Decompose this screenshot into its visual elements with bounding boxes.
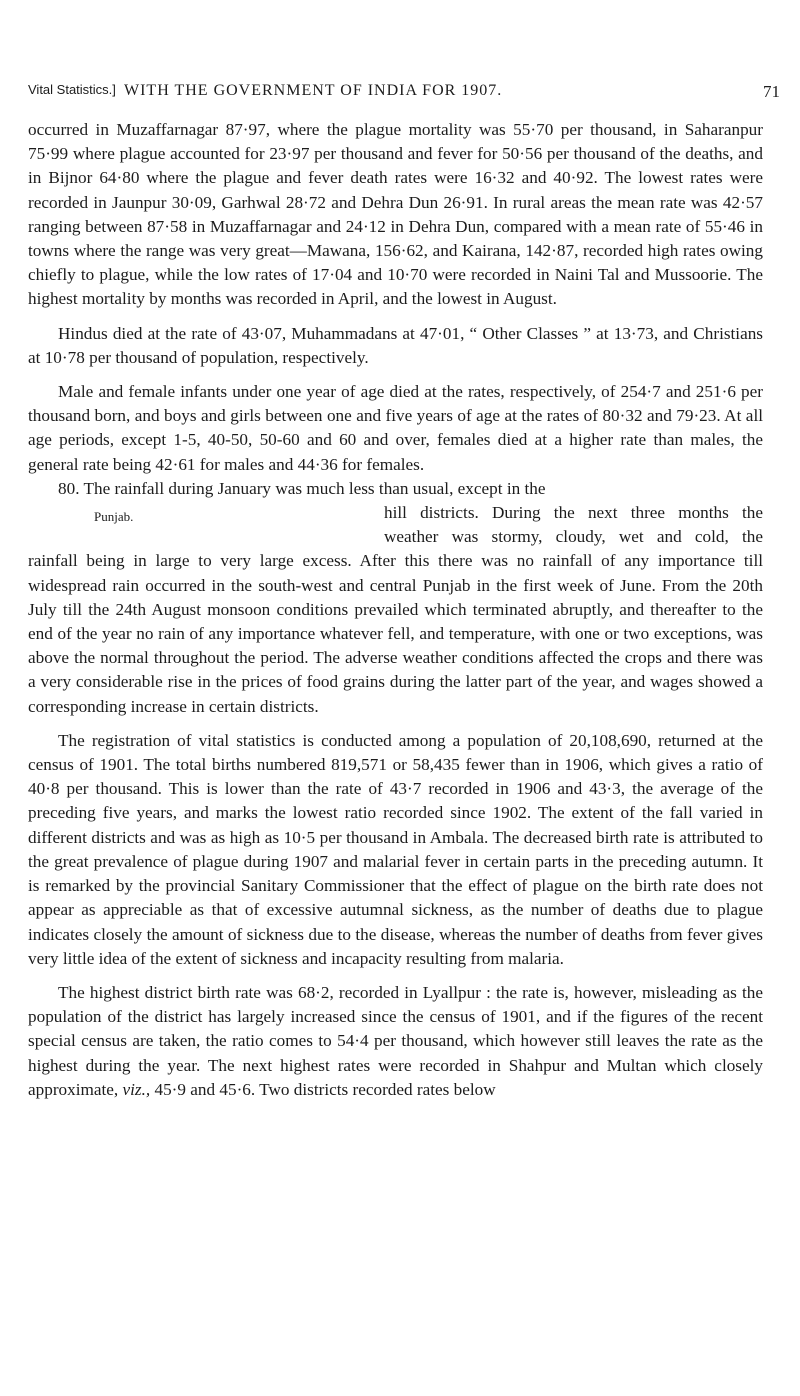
running-header-title: WITH THE GOVERNMENT OF INDIA FOR 1907. xyxy=(124,82,503,99)
section-80-punjab xyxy=(28,477,763,719)
margin-label-punjab: Punjab. xyxy=(94,508,134,524)
viz-abbreviation: viz., xyxy=(122,1079,151,1099)
paragraph-80-line3: weather was stormy, cloudy, wet and cold, the xyxy=(384,527,763,547)
page-number: 71 xyxy=(763,82,780,101)
paragraph-80-rainfall: rainfall being in large to very large excess. After this there was no rainfall of any importance till widespread rain occurred in the south-west and central Punjab in the first week of June. From the 20th July till the 24th August monsoon conditions prevailed which terminated abruptly, and thereafter to the end of the year no rain of any importance whatever fell, and temperature, with one or two exceptions, was above the normal throughout the period. The adverse weather conditions affected the crops and there was a very considerable rise in the prices of food grains during the latter part of the year, and wages showed a corresponding increase in certain districts. xyxy=(28,551,763,716)
paragraph-up-mortality: occurred in Muzaffarnagar 87·97, where the plague mortality was 55·70 per thousand, in Saharanpur 75·99 where plague accounted for 23·97 per thousand and fever for 50·56 per thousand of the deaths, and in Bijnor 64·80 where the plague and fever death rates were 16·32 and 40·92. The lowest rates were recorded in Jaunpur 30·09, Garhwal 28·72 and Dehra Dun 26·91. In rural areas the mean rate was 42·57 ranging between 87·58 in Muzaffarnagar and 24·12 in Dehra Dun, compared with a mean rate of 55·46 in towns where the range was very great—Mawana, 156·62, and Kairana, 142·87, recorded high rates owing chiefly to plague, while the low rates of 17·04 and 10·70 were recorded in Naini Tal and Mussoorie. The highest mortality by months was recorded in April, and the lowest in August. xyxy=(28,120,763,309)
paragraph-registration: The registration of vital statistics is conducted among a population of 20,108,690, returned at the census of 1901. The total births numbered 819,571 or 58,435 fewer than in 1906, which gives a ratio of 40·8 per thousand. This is lower than the rate of 43·7 recorded in 1906 and 43·3, the average of the preceding five years, and marks the lowest ratio recorded since 1902. The extent of the fall varied in different districts and was as high as 10·5 per thousand in Ambala. The decreased birth rate is attributed to the great prevalence of plague during 1907 and malarial fever in certain parts in the preceding autumn. It is remarked by the provincial Sanitary Commissioner that the effect of plague on the birth rate does not appear as appreciable as that of excessive autumnal sickness, as the number of deaths due to plague indicates closely the amount of sickness due to the disease, whereas the number of deaths from fever gives very little idea of the extent of sickness and incapacity resulting from malaria. xyxy=(28,730,763,968)
paragraph-religion-rates: Hindus died at the rate of 43·07, Muhammadans at 47·01, “ Other Classes ” at 13·73, and Christians at 10·78 per thousand of population, respectively. xyxy=(28,323,763,367)
paragraph-highest-birth-rate xyxy=(28,981,763,1102)
paragraph-80-line2: hill districts. During the next three months the xyxy=(384,503,763,523)
paragraph-highest-birth-rate-a: The highest district birth rate was 68·2, recorded in Lyallpur : the rate is, however, misleading as the population of the district has largely increased since the census of 1901, and if the figures of the recent special census are taken, the ratio comes to 54·4 per thousand, which however still leaves the rate as the highest during the year. The next highest rates were recorded in Shahpur and Multan which closely approximate, xyxy=(28,982,763,1099)
page-body xyxy=(28,118,763,1102)
paragraph-infant-mortality: Male and female infants under one year of age died at the rates, respectively, of 254·7 and 251·6 per thousand born, and boys and girls between one and five years of age at the rates of 80·32 and 79·23. At all age periods, except 1-5, 40-50, 50-60 and 60 and over, females died at a higher rate than males, the general rate being 42·61 for males and 44·36 for females. xyxy=(28,382,763,474)
page-header xyxy=(28,82,780,106)
paragraph-80-line1: 80. The rainfall during January was much less than usual, except in the xyxy=(58,478,546,498)
running-section-title: Vital Statistics.] xyxy=(28,82,116,97)
paragraph-highest-birth-rate-b: 45·9 and 45·6. Two districts recorded rates below xyxy=(154,1079,496,1099)
